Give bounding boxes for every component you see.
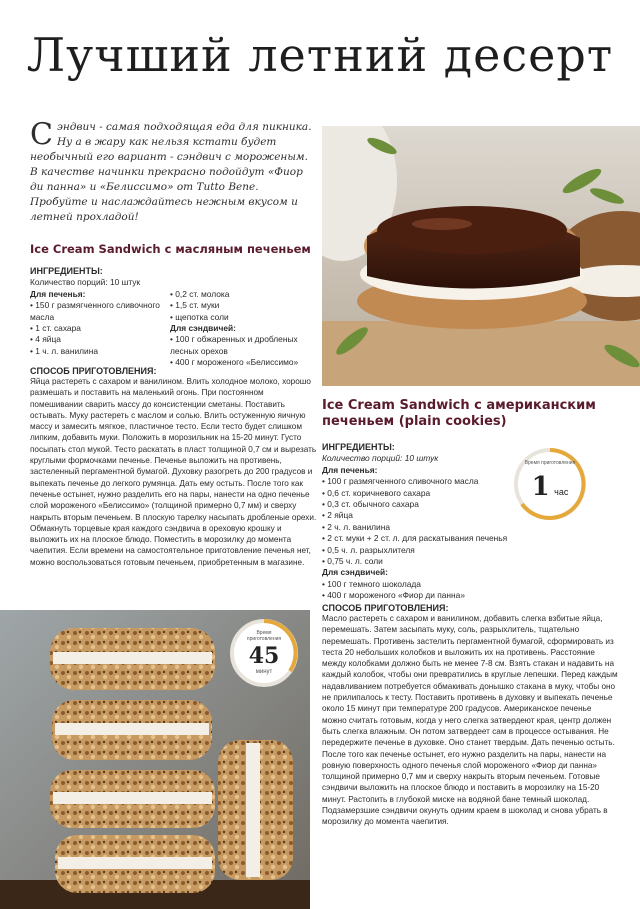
badge-label: Время приготовления <box>524 460 576 466</box>
badge-unit: час <box>554 487 569 497</box>
recipe1-cookies-header: Для печенья: <box>30 288 86 299</box>
recipe2-time-badge <box>512 446 588 522</box>
badge-value: 45 <box>248 643 280 669</box>
recipe2-servings: Количество порций: 10 штук <box>322 453 439 464</box>
ingredient-item: • 1,5 ст. муки <box>170 300 320 311</box>
recipe1-ingredients <box>30 266 320 369</box>
badge-label: Время приготовления <box>246 630 282 642</box>
recipe2-ingredients-header: ИНГРЕДИЕНТЫ: <box>322 442 395 452</box>
recipe1-method-header: СПОСОБ ПРИГОТОВЛЕНИЯ: <box>30 366 157 376</box>
ingredient-item: • 400 г мороженого «Белиссимо» <box>170 357 320 368</box>
recipe2-title: Ice Cream Sandwich с американским печеньем (plain cookies) <box>322 398 596 429</box>
recipe1-servings: Количество порций: 10 штук <box>30 277 141 288</box>
ingredient-item: • 1 ст. сахара <box>30 323 165 334</box>
ingredient-item: • 400 г мороженого «Фиор ди панна» <box>322 590 582 601</box>
ingredient-item: • 2 ч. л. ванилина <box>322 522 582 533</box>
recipe1-title: Ice Cream Sandwich с масляным печеньем <box>30 242 311 256</box>
ingredient-item: • 0,3 ст. обычного сахара <box>322 499 582 510</box>
recipe2-method-header: СПОСОБ ПРИГОТОВЛЕНИЯ: <box>322 603 449 613</box>
ingredient-item: • щепотка соли <box>170 312 320 323</box>
recipe2-sandwich-header: Для сэндвичей: <box>322 567 388 578</box>
ingredient-item: • 150 г размягченного сливочного масла <box>30 300 165 323</box>
ingredient-item: • 1 ч. л. ванилина <box>30 346 165 357</box>
badge-unit: минут <box>255 669 273 675</box>
intro-paragraph <box>30 117 312 225</box>
ingredient-item: • 100 г обжаренных и дробленых лесных орехов <box>170 334 320 357</box>
ingredient-item: • 0,75 ч. л. соли <box>322 556 582 567</box>
ingredient-item: • 100 г темного шоколада <box>322 579 582 590</box>
recipe2-method-text: Масло растереть с сахаром и ванилином, добавить слегка взбитые яйца, перемешать. Затем засыпать муку, соль, разрыхлитель, тщательно перемешать. Противень застелить пергаментной бумагой, сформировать из теста 20 небольших колобков и выложить их на противень. Расстояние между колобками должно быть не менее 7-8 см. Взять стакан и надавить на каждый колобок, чтобы они превратились в круглые лепешки. Перед каждым надавливанием потребуется обмакивать донышко стакана в муку, чтобы оно не прилипалось к тесту. Поставить противень в духовку и выпекать печенье около 15 минут при температуре 200 градусов. Американское печенье можно считать готовым, когда у него слегка затвердеют края, центр должен быть слегка влажным. Он потом затвердеет сам в процессе остывания. Не передержите печенье в духовке. Оно станет твердым. Дать печенью остыть. После того как печенье остынет, его нужно разделить на пары, нанести на ровную поверхность одного печенья слой мороженого «Фиор ди панна» толщиной примерно 0,7 мм и сверху накрыть вторым печеньем. Готовые сэндвичи выложить на плоское блюдо и поставить в морозилку на 15-20 минут. Растопить в глубокой миске на водяной бане темный шоколад. Подзамерзшие сэндвичи окунуть одним краем в шоколад и снова убрать в морозилку до момента чаепития. <box>322 614 618 827</box>
ingredient-item: • 2 яйца <box>322 510 582 521</box>
intro-text: эндвич - самая подходящая еда для пикника. Ну а в жару как нельзя кстати будет необычный его вариант - сэндвич с мороженым. В качестве начинки прекрасно подойдут «Фиор ди панна» и «Белиссимо» от Tutto Bene. Пробуйте и наслаждайтесь нежным вкусом и летней прохладой! <box>30 121 312 223</box>
recipe1-sandwich-header: Для сэндвичей: <box>170 323 236 334</box>
photo-chocolate-sandwich <box>322 126 640 386</box>
ingredient-item: • 0,2 ст. молока <box>170 289 320 300</box>
recipe2-method <box>322 603 618 828</box>
ingredient-item: • 0,5 ч. л. разрыхлителя <box>322 545 582 556</box>
page-title: Лучший летний десерт <box>26 28 614 82</box>
recipe1-ingredients-header: ИНГРЕДИЕНТЫ: <box>30 266 103 276</box>
recipe1-method-text: Яйца растереть с сахаром и ванилином. Влить холодное молоко, хорошо размешать и поставить на маленький огонь. При постоянном помешивании сварить массу до консистенции сметаны. Поставить остывать. Муку растереть с маслом и солью. Влить остуженную яичную массу и замесить мягкое, пластичное тесто. Если тесто будет слишком липким, добавить муки. Положить в морозильник на 15-20 минут. Густо посыпать стол мукой. Тесто раскатать в пласт толщиной 0,7 см и вырезать круглыми формочками печенье. Печенье выложить на противень, застеленный пергаментной бумагой. Духовку разогреть до 200 градусов и выпекать печенье до легкого румянца. Дать ему остыть. После того как печенье остынет, нужно разделить его на пары, нанести на одно печенье слой мороженого «Белиссимо» (толщиной примерно 0,7 мм) и сверху накрыть вторым печеньем. В плоскую тарелку насыпать дробленые орехи. Обмакнуть торцевые края каждого сэндвича в ореховую крошку и выложить их на плоское блюдо. Поместить в морозилку до момента чаепития. Если времени на самостоятельное приготовление печенья нет, можно воспользоваться готовым печеньем, приобретенным в магазине. <box>30 377 317 567</box>
ingredient-item: • 0,6 ст. коричневого сахара <box>322 488 582 499</box>
recipe1-time-badge <box>228 617 300 689</box>
ingredient-item: • 4 яйца <box>30 334 165 345</box>
ingredient-item: • 2 ст. муки + 2 ст. л. для раскатывания печенья <box>322 533 582 544</box>
badge-value: 1 <box>531 472 550 502</box>
drop-cap: С <box>30 117 53 152</box>
recipe1-method <box>30 366 318 568</box>
recipe2-cookies-header: Для печенья: <box>322 464 378 475</box>
ingredient-item: • 100 г размягченного сливочного масла <box>322 476 582 487</box>
